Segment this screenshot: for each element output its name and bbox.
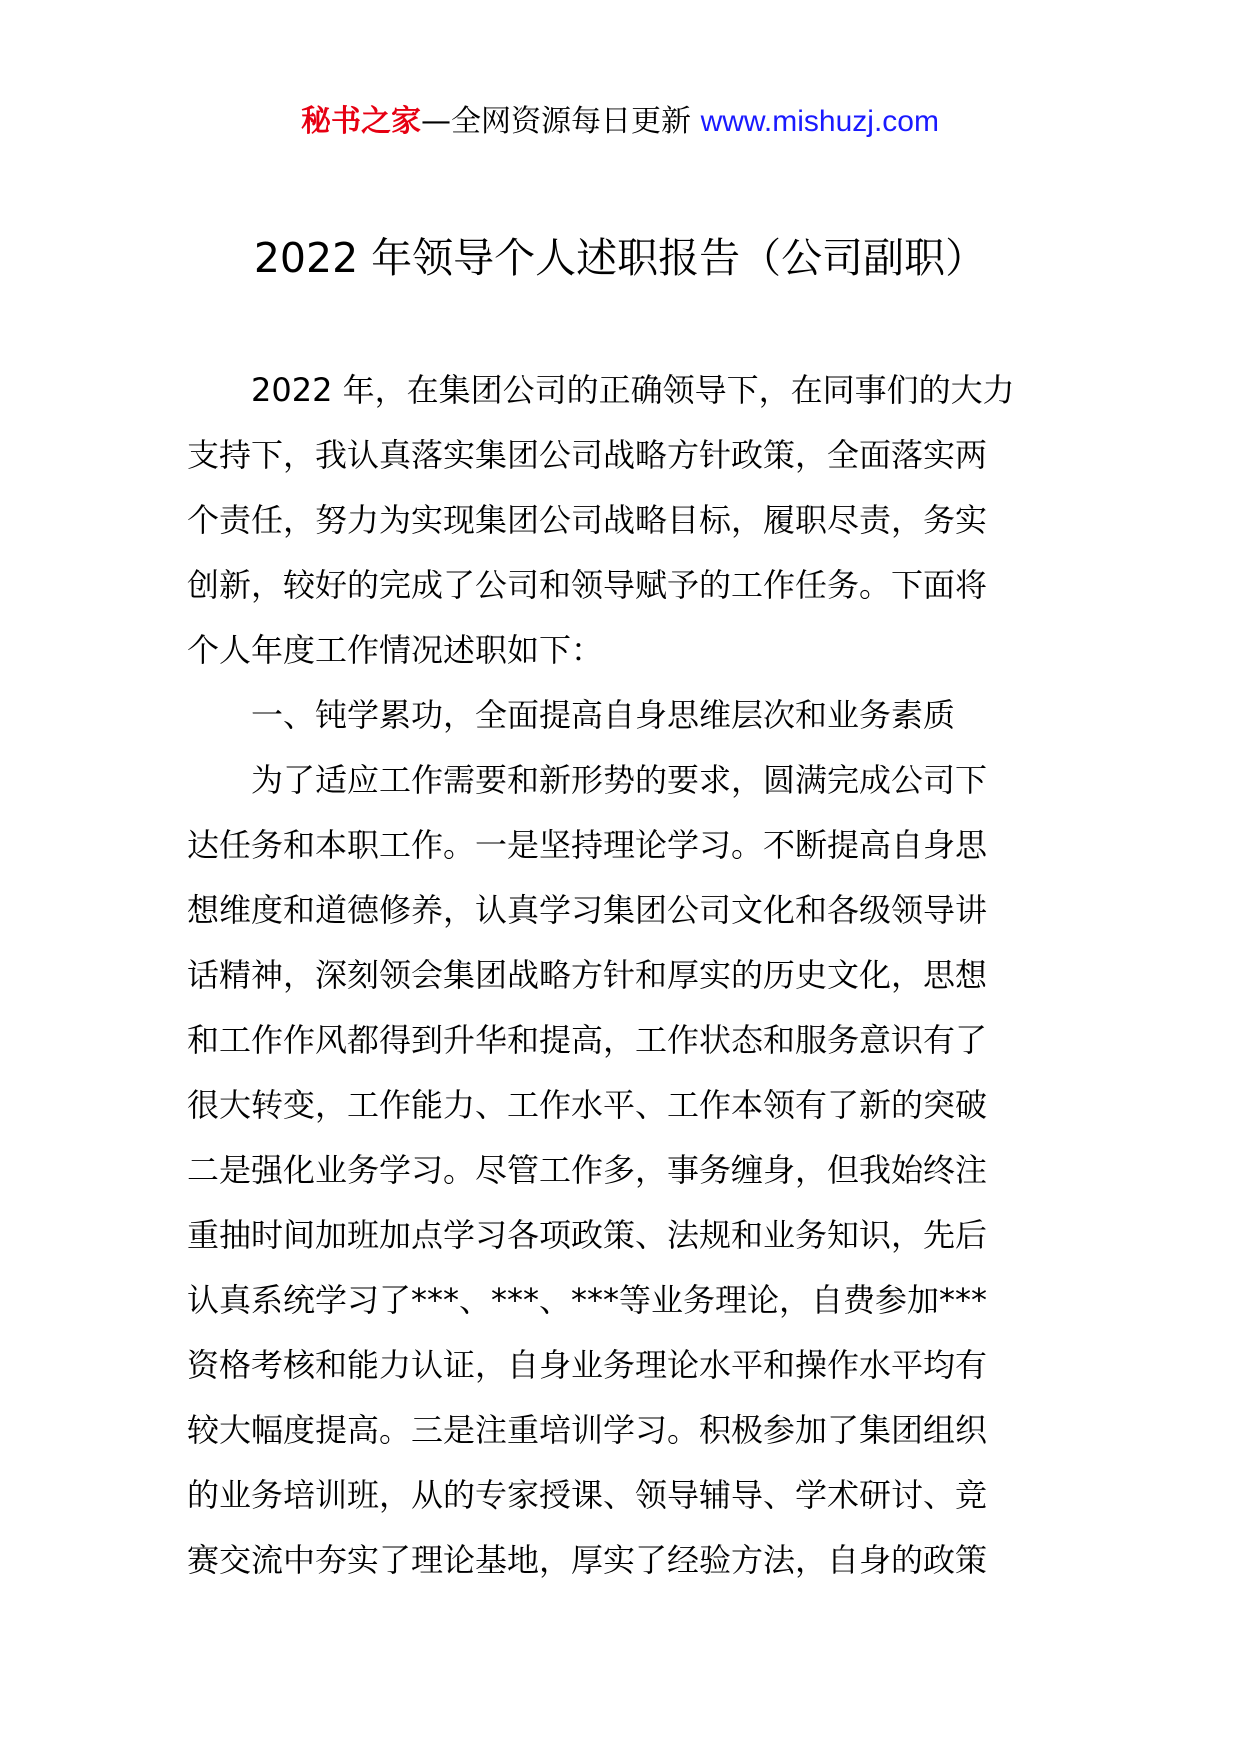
site-header (0, 100, 1240, 144)
paragraph-line: 的业务培训班，从的专家授课、领导辅导、学术研讨、竞 (187, 1476, 988, 1514)
paragraph-line: 认真系统学习了***、***、***等业务理论，自费参加*** (187, 1281, 988, 1319)
paragraph-line: 为了适应工作需要和新形势的要求，圆满完成公司下 (251, 761, 988, 799)
paragraph-line: 2022 年，在集团公司的正确领导下，在同事们的大力 (251, 371, 1015, 409)
site-url-link[interactable]: www.mishuzj.com (700, 105, 939, 138)
paragraph-line: 支持下，我认真落实集团公司战略方针政策，全面落实两 (187, 436, 988, 474)
paragraph-line: 很大转变，工作能力、工作水平、工作本领有了新的突破 (187, 1086, 988, 1124)
document-body (187, 358, 1057, 1593)
paragraph-line: 重抽时间加班加点学习各项政策、法规和业务知识，先后 (187, 1216, 988, 1254)
document-title: 2022 年领导个人述职报告（公司副职） (253, 234, 987, 282)
paragraph-line: 想维度和道德修养，认真学习集团公司文化和各级领导讲 (187, 891, 988, 929)
paragraph-line: 个人年度工作情况述职如下： (187, 631, 604, 669)
site-slogan: —全网资源每日更新 (421, 104, 692, 139)
paragraph-line: 创新，较好的完成了公司和领导赋予的工作任务。下面将 (187, 566, 988, 604)
paragraph-line: 和工作作风都得到升华和提高，工作状态和服务意识有了 (187, 1021, 988, 1059)
paragraph-line: 资格考核和能力认证，自身业务理论水平和操作水平均有 (187, 1346, 988, 1384)
paragraph-line: 话精神，深刻领会集团战略方针和厚实的历史文化，思想 (187, 956, 988, 994)
paragraph-line: 达任务和本职工作。一是坚持理论学习。不断提高自身思 (187, 826, 988, 864)
paragraph-line: 赛交流中夯实了理论基地，厚实了经验方法，自身的政策 (187, 1541, 988, 1579)
paragraph-line: 较大幅度提高。三是注重培训学习。积极参加了集团组织 (187, 1411, 988, 1449)
paragraph-line: 个责任，努力为实现集团公司战略目标，履职尽责，务实 (187, 501, 988, 539)
section-heading: 一、钝学累功，全面提高自身思维层次和业务素质 (251, 696, 956, 734)
site-name: 秘书之家 (301, 104, 422, 139)
paragraph-line: 二是强化业务学习。尽管工作多，事务缠身，但我始终注 (187, 1151, 988, 1189)
